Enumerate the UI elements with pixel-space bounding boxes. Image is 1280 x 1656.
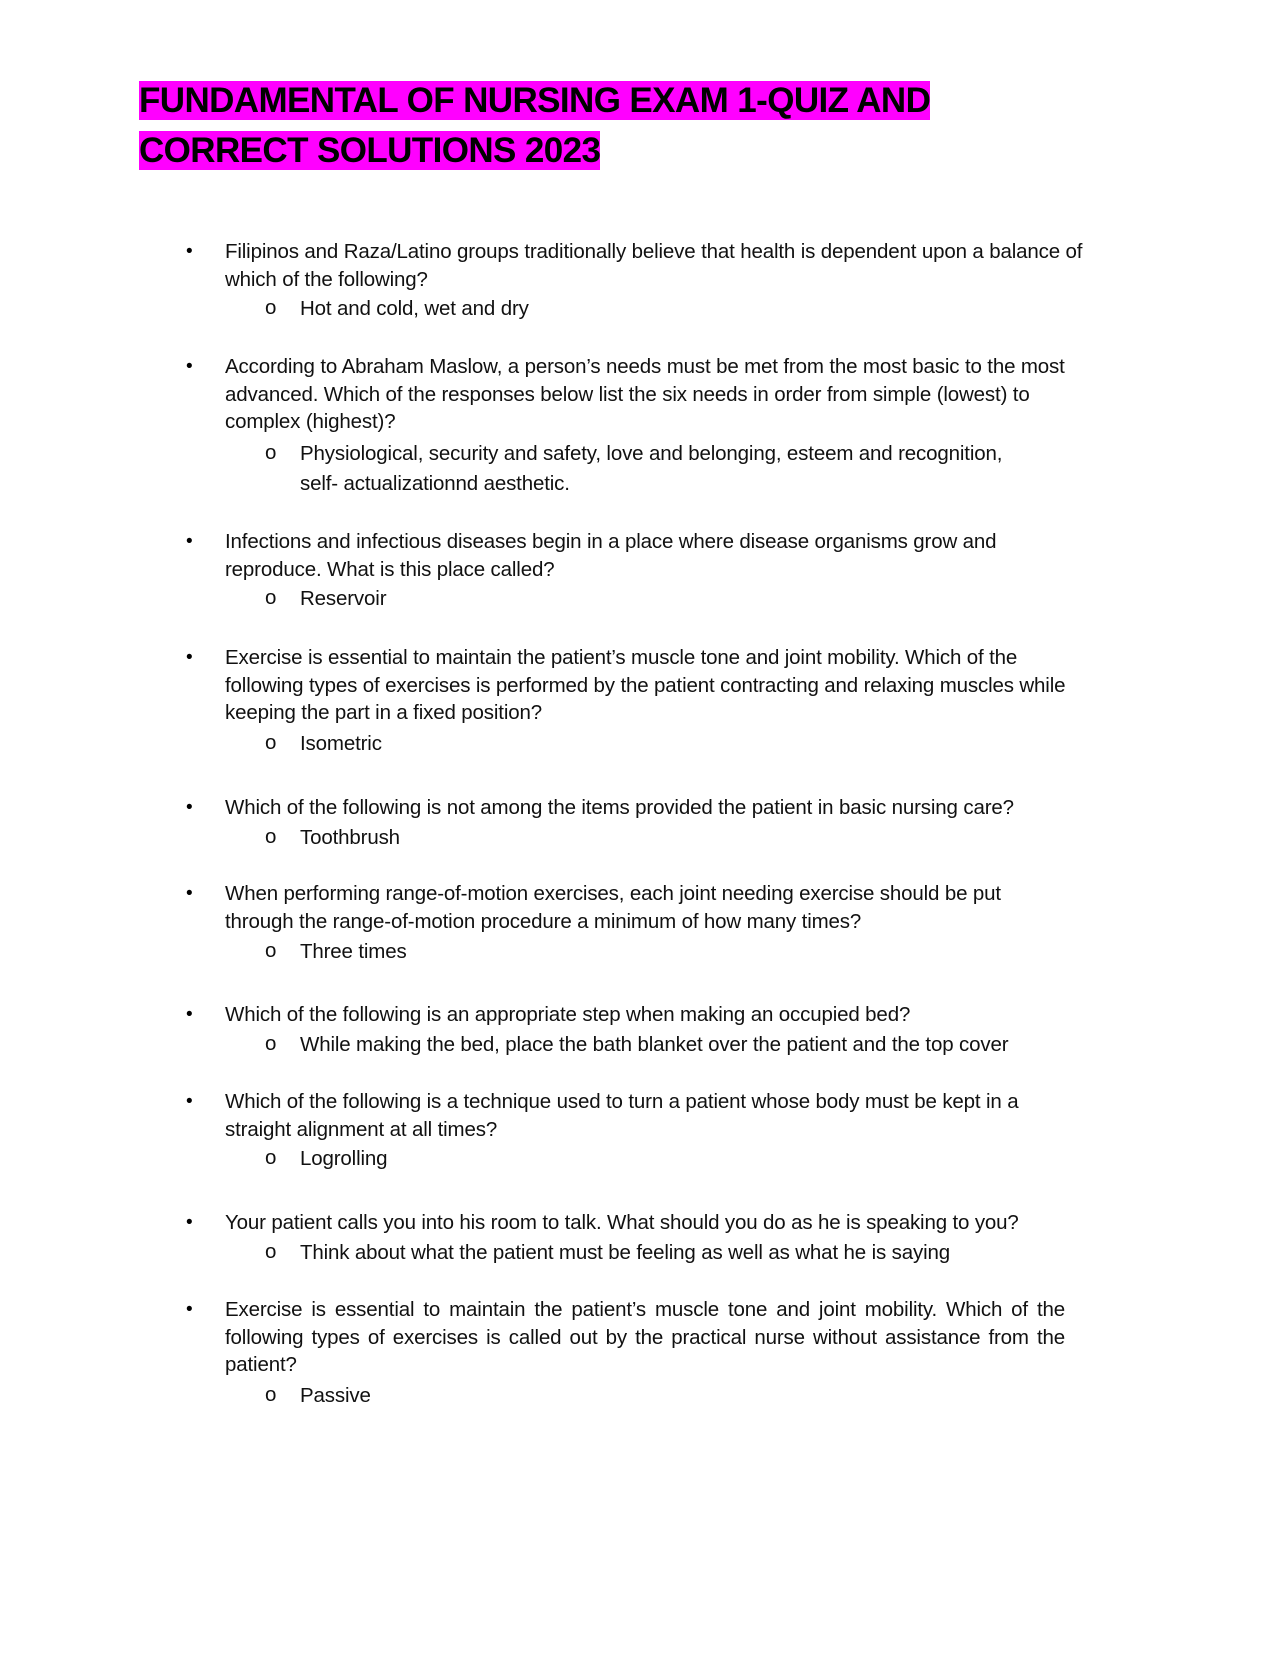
answer-text: Passive (300, 1384, 371, 1407)
bullet-icon: • (186, 1004, 193, 1025)
answer-text: Logrolling (300, 1147, 388, 1170)
answer-marker-icon: o (265, 441, 277, 464)
question-text: Exercise is essential to maintain the patient’s muscle tone and joint mobility. Which of the following types of exercises is performed by the patient contracting and relaxing muscles while keeping the part in a fixed position? (225, 646, 1066, 724)
answer-marker-icon: o (265, 1146, 277, 1169)
question-text: Infections and infectious diseases begin in a place where disease organisms grow and reproduce. What is this place called? (225, 530, 997, 581)
question-text: Your patient calls you into his room to talk. What should you do as he is speaking to you? (225, 1211, 1019, 1234)
bullet-icon: • (186, 1299, 193, 1320)
answer-marker-icon: o (265, 1383, 277, 1406)
answer-text: While making the bed, place the bath blanket over the patient and the top cover (300, 1033, 1009, 1056)
answer-text: Hot and cold, wet and dry (300, 297, 529, 320)
answer-marker-icon: o (265, 1032, 277, 1055)
question-text: Which of the following is a technique used to turn a patient whose body must be kept in a straight alignment at all times? (225, 1090, 1019, 1141)
question-text: Exercise is essential to maintain the patient’s muscle tone and joint mobility. Which of the following types of exercises is called out by the practical nurse without assistance from the patient? (225, 1298, 1065, 1376)
answer-marker-icon: o (265, 586, 277, 609)
answer-marker-icon: o (265, 296, 277, 319)
bullet-icon: • (186, 797, 193, 818)
bullet-icon: • (186, 883, 193, 904)
question-text: Filipinos and Raza/Latino groups traditionally believe that health is dependent upon a balance of which of the following? (225, 240, 1083, 291)
title-line-2: CORRECT SOLUTIONS 2023 (139, 131, 601, 170)
bullet-icon: • (186, 1091, 193, 1112)
answer-text: Three times (300, 940, 407, 963)
question-text: Which of the following is not among the items provided the patient in basic nursing care? (225, 796, 1014, 819)
answer-text: Toothbrush (300, 826, 400, 849)
answer-text: Think about what the patient must be feeling as well as what he is saying (300, 1241, 950, 1264)
title-line-1: FUNDAMENTAL OF NURSING EXAM 1-QUIZ AND (139, 81, 931, 120)
bullet-icon: • (186, 1212, 193, 1233)
question-text: When performing range-of-motion exercises, each joint needing exercise should be put through the range-of-motion procedure a minimum of how many times? (225, 882, 1001, 933)
bullet-icon: • (186, 647, 193, 668)
answer-marker-icon: o (265, 939, 277, 962)
question-text: Which of the following is an appropriate step when making an occupied bed? (225, 1003, 911, 1026)
answer-marker-icon: o (265, 731, 277, 754)
bullet-icon: • (186, 241, 193, 262)
question-text: According to Abraham Maslow, a person’s needs must be met from the most basic to the most advanced. Which of the responses below list the six needs in order from simple (lowest) to complex (highest)? (225, 355, 1065, 433)
answer-text: Reservoir (300, 587, 387, 610)
bullet-icon: • (186, 356, 193, 377)
answer-text: Isometric (300, 732, 382, 755)
bullet-icon: • (186, 531, 193, 552)
answer-marker-icon: o (265, 825, 277, 848)
answer-text: Physiological, security and safety, love and belonging, esteem and recognition, self- actualizationnd aesthetic. (300, 442, 1003, 495)
answer-marker-icon: o (265, 1240, 277, 1263)
